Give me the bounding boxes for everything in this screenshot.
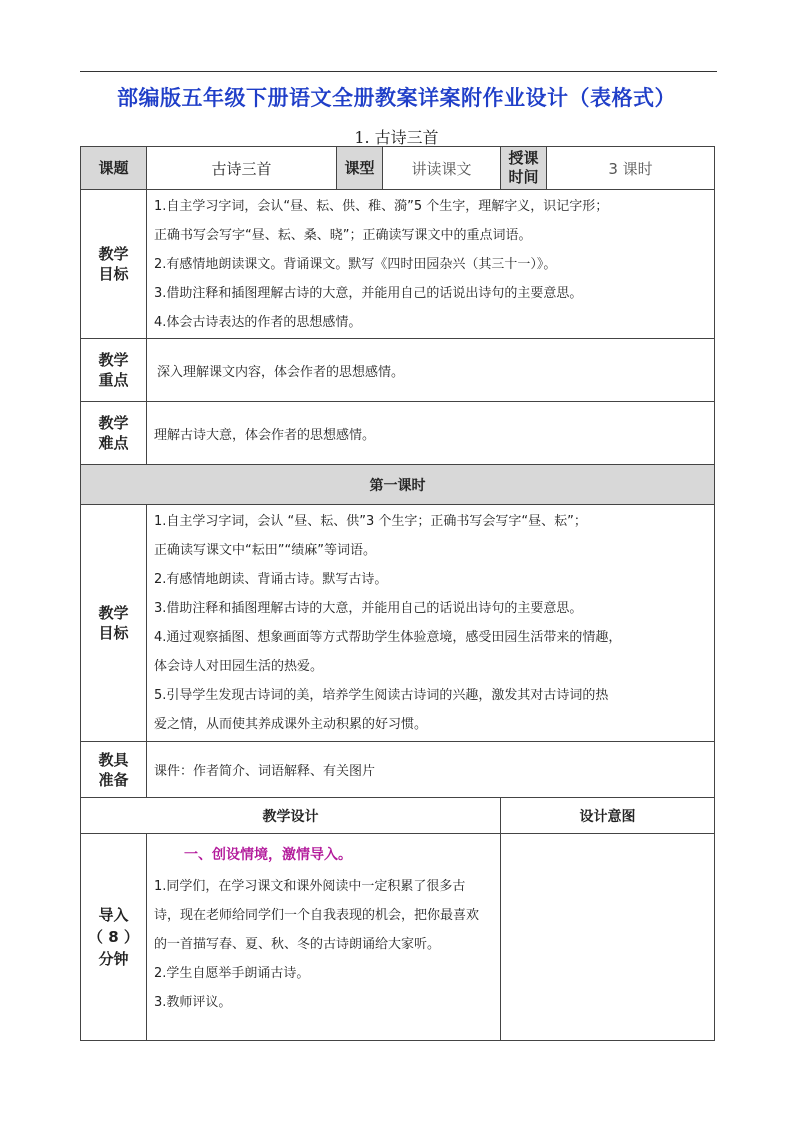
topic-label: 课题 [98, 159, 129, 177]
intro-label-line-1: 导入 [98, 906, 129, 924]
goals-label-line-2: 目标 [98, 265, 129, 283]
goals-content-cell [147, 190, 715, 339]
design-header: 教学设计 [262, 808, 319, 825]
lesson-goals-label-line-2: 目标 [98, 624, 129, 642]
lesson-goal-line: 3.借助注释和插图理解古诗的大意，并能用自己的话说出诗句的主要意思。 [154, 601, 583, 616]
materials-content-cell [147, 742, 715, 798]
intro-line: 3.教师评议。 [154, 995, 232, 1010]
lesson-goal-line: 5.引导学生发现古诗词的美，培养学生阅读古诗词的兴趣，激发其对古诗词的热 [154, 688, 609, 703]
goal-line: 3.借助注释和插图理解古诗的大意，并能用自己的话说出诗句的主要意思。 [154, 285, 583, 301]
lesson-goal-line: 体会诗人对田园生活的热爱。 [154, 659, 324, 674]
lesson-plan-table [80, 146, 715, 1041]
difficulties-label-cell [81, 402, 147, 465]
goal-line: 2.有感情地朗读课文。背诵课文。默写《四时田园杂兴（其三十一）》。 [154, 256, 557, 272]
topic-label-cell [81, 147, 147, 190]
lesson-one-heading-cell [81, 465, 715, 505]
topic-value: 古诗三首 [211, 159, 272, 178]
key-points-label-cell [81, 339, 147, 402]
difficulties-row [81, 402, 715, 465]
type-label-cell [337, 147, 383, 190]
lesson-goal-line: 爱之情，从而使其养成课外主动积累的好习惯。 [154, 717, 428, 732]
goals-label-cell [81, 190, 147, 339]
hours-value-cell [547, 147, 715, 190]
intro-intent-cell [501, 834, 715, 1041]
topic-value-cell [147, 147, 337, 190]
hours-label-line-1: 授课 [508, 149, 539, 167]
lesson-goals-label-line-1: 教学 [98, 604, 129, 622]
goal-line: 4.体会古诗表达的作者的思想感情。 [154, 314, 362, 330]
key-points-text: 深入理解课文内容，体会作者的思想感情。 [157, 364, 405, 380]
materials-label-line-1: 教具 [98, 750, 129, 769]
intro-content-cell [147, 834, 501, 1041]
intro-line: 诗，现在老师给同学们一个自我表现的机会，把你最喜欢 [154, 908, 480, 923]
goal-line: 正确书写会写字“昼、耘、桑、晓”；正确读写课文中的重点词语。 [154, 227, 532, 243]
hours-label-line-2: 时间 [508, 168, 539, 186]
intro-label-cell [81, 834, 147, 1041]
lesson-goal-line: 正确读写课文中“耘田”“绩麻”等词语。 [154, 543, 376, 558]
lesson-one-heading-row [81, 465, 715, 505]
lesson-goal-line: 2.有感情地朗读、背诵古诗。默写古诗。 [154, 572, 388, 587]
key-points-row [81, 339, 715, 402]
intent-header: 设计意图 [579, 808, 636, 825]
key-points-content-cell [147, 339, 715, 402]
lesson-one-heading: 第一课时 [369, 477, 426, 494]
difficulties-label-line-1: 教学 [98, 414, 129, 432]
design-header-cell [81, 798, 501, 834]
key-points-label-line-2: 重点 [98, 371, 129, 389]
type-label: 课型 [344, 159, 375, 177]
difficulties-label-line-2: 难点 [98, 434, 129, 452]
intro-line: 的一首描写春、夏、秋、冬的古诗朗诵给大家听。 [154, 937, 441, 952]
type-value-cell [383, 147, 501, 190]
hours-label-cell [501, 147, 547, 190]
type-value: 讲读课文 [411, 159, 472, 178]
intro-label-line-2: （ 8 ） [88, 928, 139, 946]
materials-text: 课件：作者简介、词语解释、有关图片 [154, 764, 376, 779]
intent-header-cell [501, 798, 715, 834]
key-points-label-line-1: 教学 [98, 351, 129, 369]
overall-goals-row [81, 190, 715, 339]
header-row [81, 147, 715, 190]
document-title: 部编版五年级下册语文全册教案详案附作业设计（表格式） [117, 86, 676, 110]
goals-label-line-1: 教学 [98, 245, 129, 263]
goal-line: 1.自主学习字词，会认“昼、耘、供、稚、漪”5 个生字，理解字义，识记字形； [154, 198, 609, 214]
difficulties-content-cell [147, 402, 715, 465]
intro-line: 2.学生自愿举手朗诵古诗。 [154, 966, 310, 981]
materials-label-line-2: 准备 [98, 770, 129, 789]
hours-value: 3 课时 [608, 159, 653, 178]
lesson-goals-label-cell [81, 505, 147, 742]
difficulties-text: 理解古诗大意，体会作者的思想感情。 [154, 427, 376, 443]
intro-section-title: 一、创设情境，激情导入。 [184, 847, 352, 863]
header-rule [80, 71, 717, 72]
lesson-goal-line: 4.通过观察插图、想象画面等方式帮助学生体验意境，感受田园生活带来的情趣， [154, 630, 622, 645]
materials-row [81, 742, 715, 798]
lesson-goal-line: 1.自主学习字词，会认 “昼、耘、供”3 个生字；正确书写会写字“昼、耘”； [154, 514, 587, 529]
lesson-subtitle: 1. 古诗三首 [354, 128, 439, 147]
intro-label-line-3: 分钟 [98, 950, 129, 968]
lesson-goals-content-cell [147, 505, 715, 742]
design-header-row [81, 798, 715, 834]
intro-line: 1.同学们，在学习课文和课外阅读中一定积累了很多古 [154, 879, 466, 894]
materials-label-cell [81, 742, 147, 798]
intro-row [81, 834, 715, 1041]
lesson-goals-row [81, 505, 715, 742]
